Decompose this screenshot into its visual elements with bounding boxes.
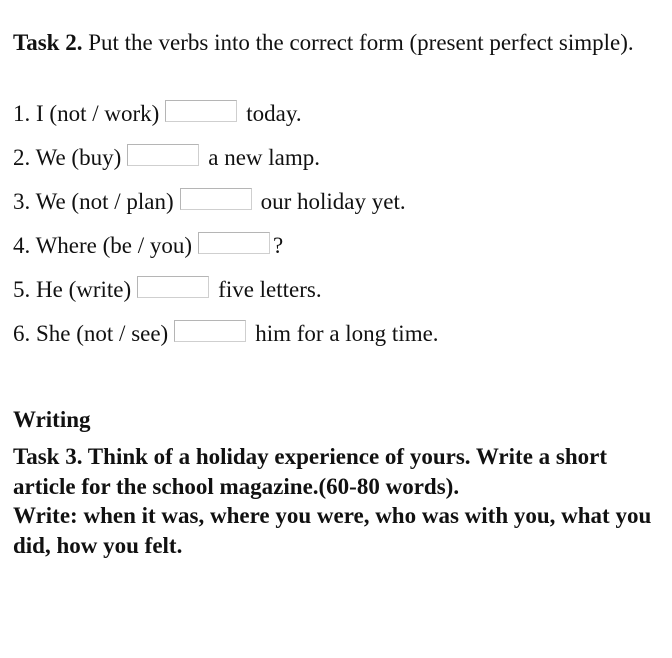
item-6-prompt: 6. She (not / see) [13, 321, 169, 346]
item-4-rest: ? [273, 233, 284, 258]
answer-input-6[interactable] [174, 320, 246, 342]
answer-input-1[interactable] [165, 100, 237, 122]
exercise-item-2 [13, 144, 320, 172]
exercise-item-5 [13, 276, 322, 304]
item-5-rest: five letters. [218, 277, 322, 302]
answer-input-4[interactable] [198, 232, 270, 254]
item-4-prompt: 4. Where (be / you) [13, 233, 193, 258]
item-1-prompt: 1. I (not / work) [13, 101, 160, 126]
task2-instruction [13, 28, 653, 57]
item-5-prompt: 5. He (write) [13, 277, 132, 302]
task3-guidance: Write: when it was, where you were, who was with you, what you did, how you felt. [13, 503, 652, 558]
item-3-prompt: 3. We (not / plan) [13, 189, 174, 214]
item-2-prompt: 2. We (buy) [13, 145, 122, 170]
answer-input-3[interactable] [180, 188, 252, 210]
answer-input-5[interactable] [137, 276, 209, 298]
task2-instruction-text: Put the verbs into the correct form (present perfect simple). [82, 30, 634, 55]
exercise-item-1 [13, 100, 302, 128]
exercise-item-3 [13, 188, 406, 216]
item-2-rest: a new lamp. [208, 145, 320, 170]
item-3-rest: our holiday yet. [260, 189, 406, 214]
task3-instructions [13, 442, 663, 560]
task3-prompt: Task 3. Think of a holiday experience of yours. Write a short article for the school magazine.(60-80 words). [13, 444, 608, 499]
exercise-item-6 [13, 320, 439, 348]
item-1-rest: today. [246, 101, 302, 126]
writing-section-title: Writing [13, 407, 91, 432]
item-6-rest: him for a long time. [255, 321, 439, 346]
answer-input-2[interactable] [127, 144, 199, 166]
exercise-item-4 [13, 232, 283, 260]
task2-heading: Task 2. [13, 30, 83, 55]
